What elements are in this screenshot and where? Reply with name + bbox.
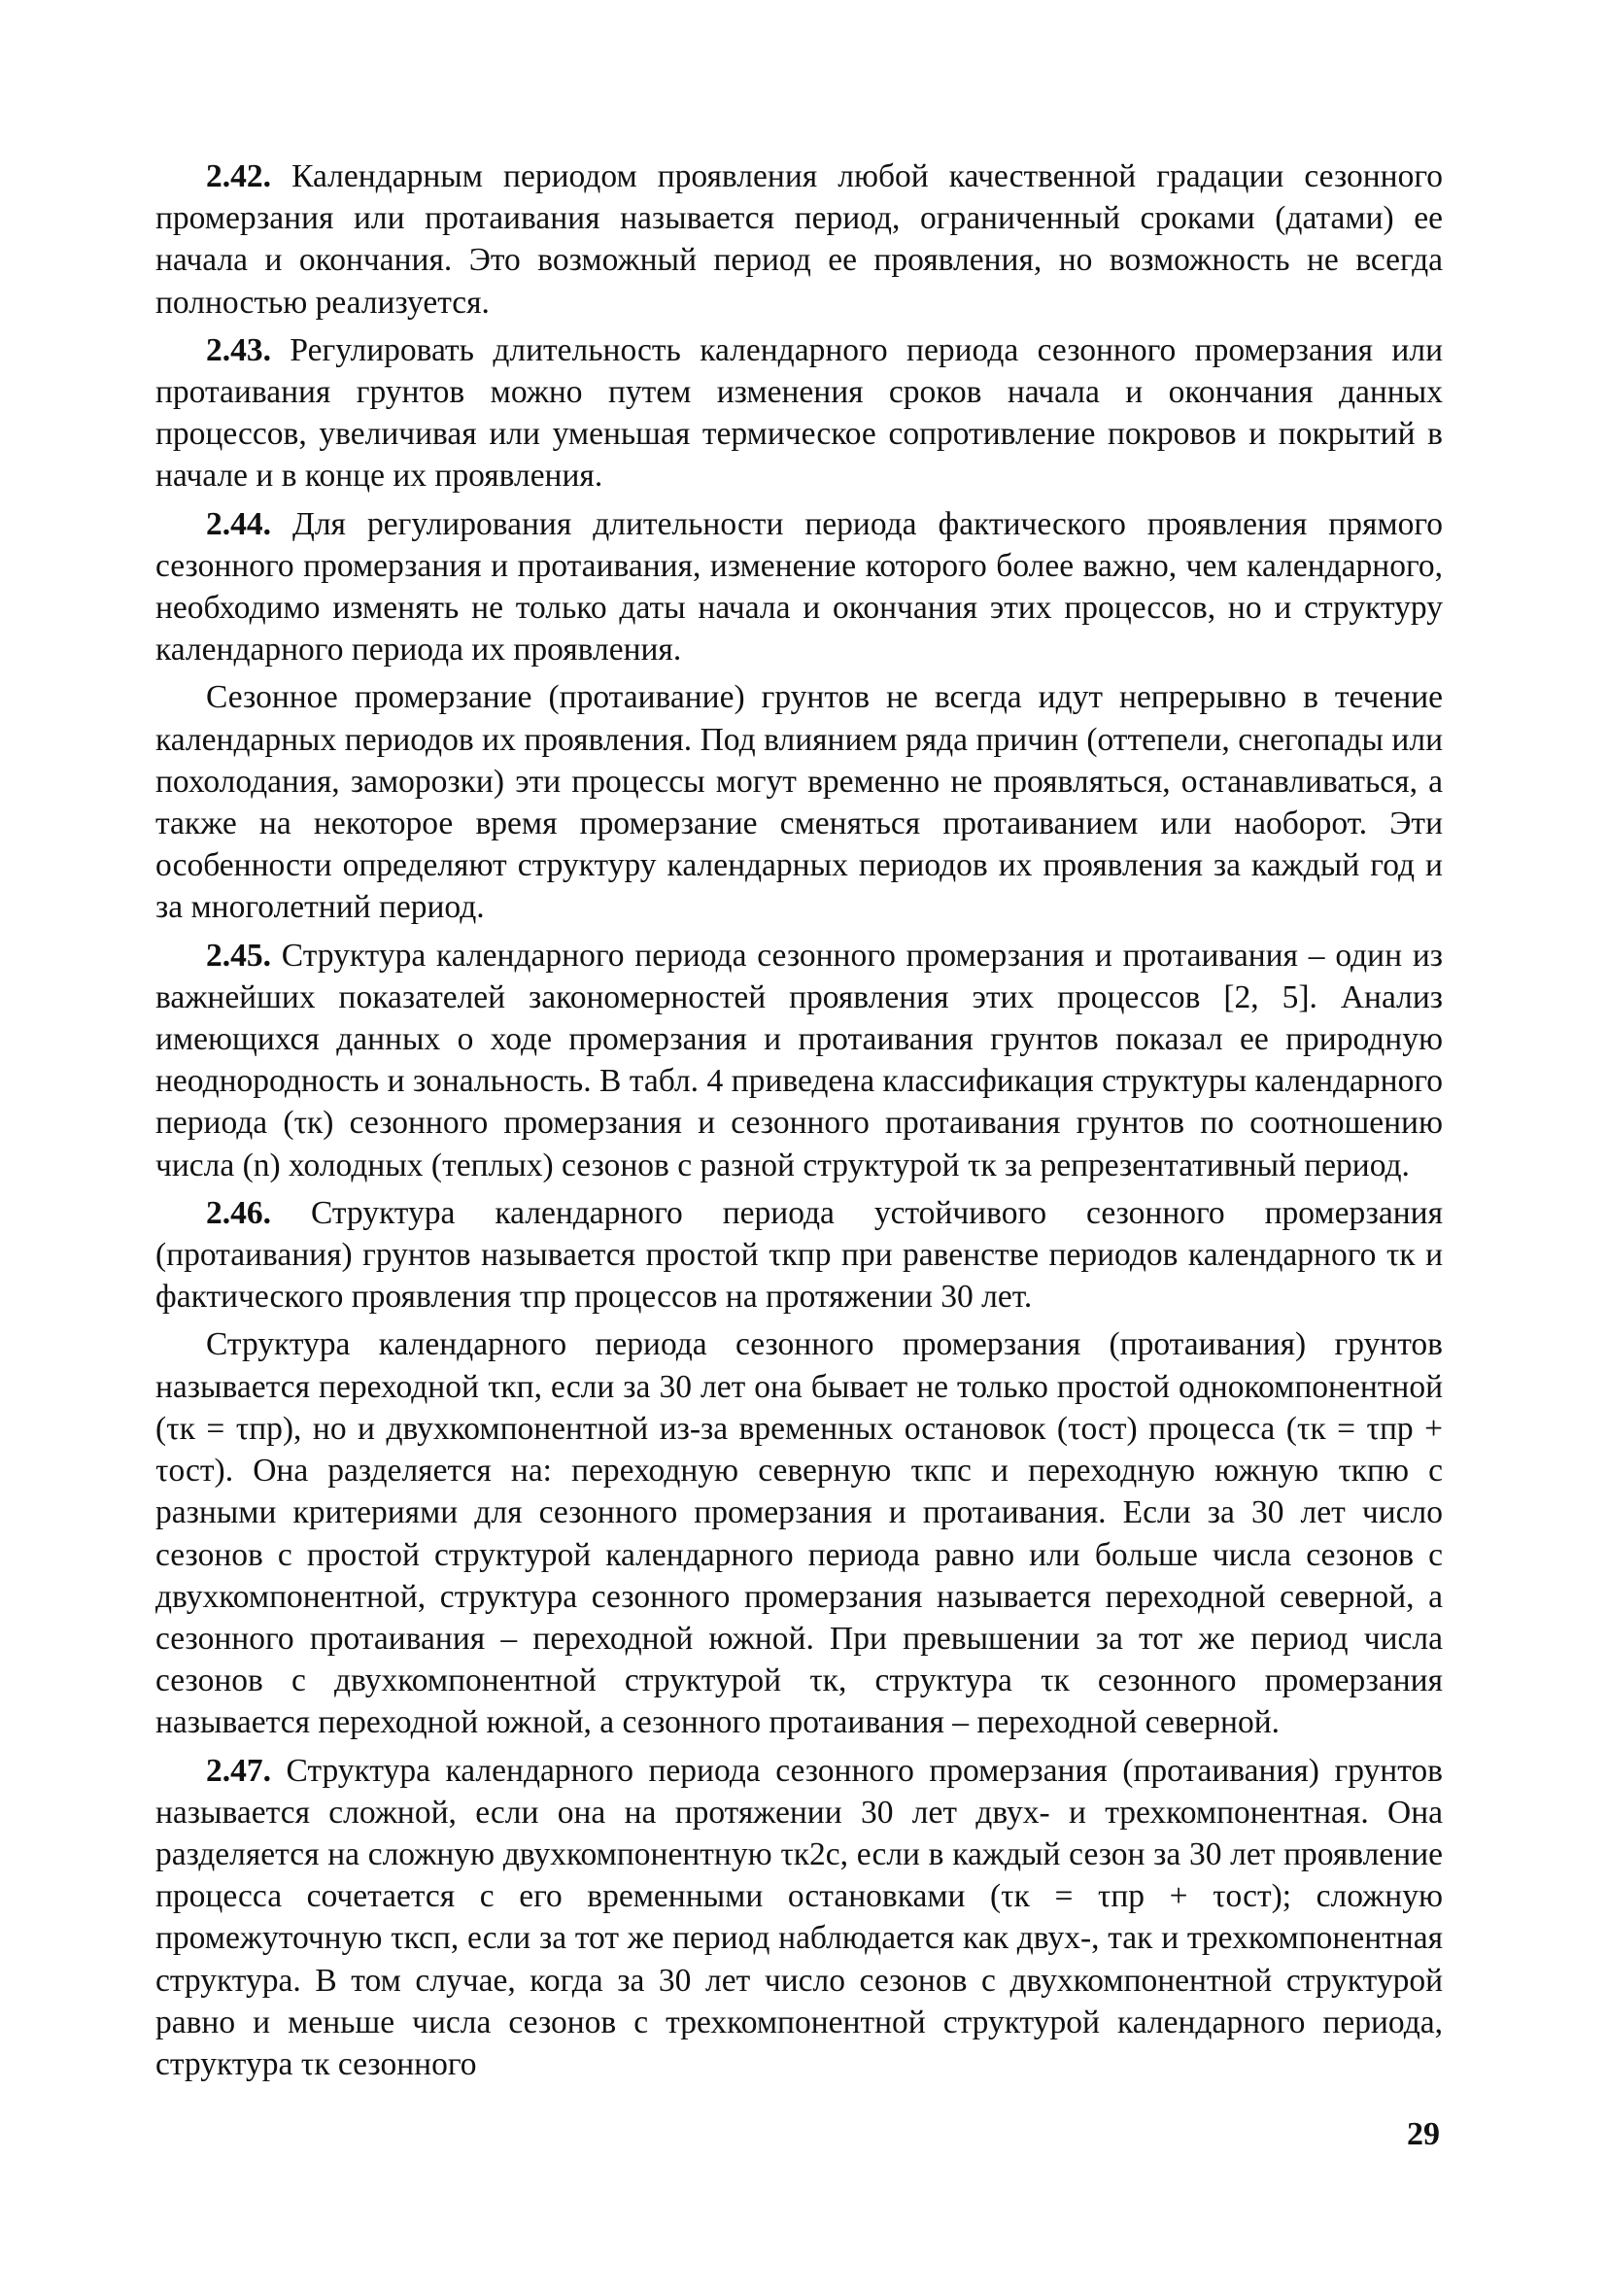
paragraph-text: Регулировать длительность календарного периода сезонного промерзания или протаивания грунтов можно путем изменения сроков начала и окончания данных процессов, увеличивая или уменьшая термическое сопротивление покровов и покрытий в начале и в конце их проявления. bbox=[155, 331, 1443, 495]
paragraph-2-45 bbox=[155, 935, 1443, 1186]
paragraph-2-43 bbox=[155, 329, 1443, 497]
paragraph-number: 2.46. bbox=[206, 1194, 271, 1231]
paragraph-number: 2.44. bbox=[206, 505, 271, 542]
paragraph-number: 2.43. bbox=[206, 331, 271, 368]
paragraph-text: Структура календарного периода устойчивого сезонного промерзания (протаивания) грунтов называется простой τкпр при равенстве периодов календарного τк и фактического проявления τпр процессов на протяжении 30 лет. bbox=[155, 1194, 1443, 1316]
paragraph-number: 2.45. bbox=[206, 937, 271, 974]
page-number: 29 bbox=[1407, 2116, 1440, 2152]
paragraph-2-42 bbox=[155, 155, 1443, 324]
paragraph-number: 2.47. bbox=[206, 1752, 271, 1789]
paragraph-2-44 bbox=[155, 503, 1443, 671]
paragraph-2-46 bbox=[155, 1192, 1443, 1319]
paragraph-text: Структура календарного периода сезонного промерзания (протаивания) грунтов называется переходной τкп, если за 30 лет она бывает не только простой однокомпонентной (τк = τпр), но и двухкомпонентной из-за временных остановок (τост) процесса (τк = τпр + τост). Она разделяется на: переходную северную τкпс и переходную южную τкпю с разными критериями для сезонного промерзания и протаивания. Если за 30 лет число сезонов с простой структурой календарного периода равно или больше числа сезонов с двухкомпонентной, структура сезонного промерзания называется переходной северной, а сезонного протаивания – переходной южной. При превышении за тот же период числа сезонов с двухкомпонентной структурой τк, структура τк сезонного промерзания называется переходной южной, а сезонного протаивания – переходной северной. bbox=[155, 1326, 1443, 1741]
paragraph-transitional-structure bbox=[155, 1323, 1443, 1743]
document-page bbox=[155, 155, 1443, 2147]
paragraph-text: Сезонное промерзание (протаивание) грунтов не всегда идут непрерывно в течение календарных периодов их проявления. Под влиянием ряда причин (оттепели, снегопады или похолодания, заморозки) эти процессы могут временно не проявляться, останавливаться, а также на некоторое время промерзание сменяться протаиванием или наоборот. Эти особенности определяют структуру календарных периодов их проявления за каждый год и за многолетний период. bbox=[155, 679, 1443, 926]
paragraph-text: Структура календарного периода сезонного промерзания и протаивания – один из важнейших показателей закономерностей проявления этих процессов [2, 5]. Анализ имеющихся данных о ходе промерзания и протаивания грунтов показал ее природную неоднородность и зональность. В табл. 4 приведена классификация структуры календарного периода (τк) сезонного промерзания и сезонного протаивания грунтов по соотношению числа (n) холодных (теплых) сезонов с разной структурой τк за репрезентативный период. bbox=[155, 937, 1443, 1183]
paragraph-seasonal-structure bbox=[155, 676, 1443, 928]
paragraph-number: 2.42. bbox=[206, 158, 271, 194]
paragraph-text: Структура календарного периода сезонного промерзания (протаивания) грунтов называется сложной, если она на протяжении 30 лет двух- и трехкомпонентная. Она разделяется на сложную двухкомпонентную τк2с, если в каждый сезон за 30 лет проявление процесса сочетается с его временными остановками (τк = τпр + τост); сложную промежуточную τксп, если за тот же период наблюдается как двух-, так и трехкомпонентная структура. В том случае, когда за 30 лет число сезонов с двухкомпонентной структурой равно и меньше числа сезонов с трехкомпонентной структурой календарного периода, структура τк сезонного bbox=[155, 1752, 1443, 2082]
paragraph-text: Календарным периодом проявления любой качественной градации сезонного промерзания или протаивания называется период, ограниченный сроками (датами) ее начала и окончания. Это возможный период ее проявления, но возможность не всегда полностью реализуется. bbox=[155, 158, 1443, 321]
paragraph-2-47 bbox=[155, 1750, 1443, 2086]
paragraph-text: Для регулирования длительности периода фактического проявления прямого сезонного промерзания и протаивания, изменение которого более важно, чем календарного, необходимо изменять не только даты начала и окончания этих процессов, но и структуру календарного периода их проявления. bbox=[155, 505, 1443, 668]
